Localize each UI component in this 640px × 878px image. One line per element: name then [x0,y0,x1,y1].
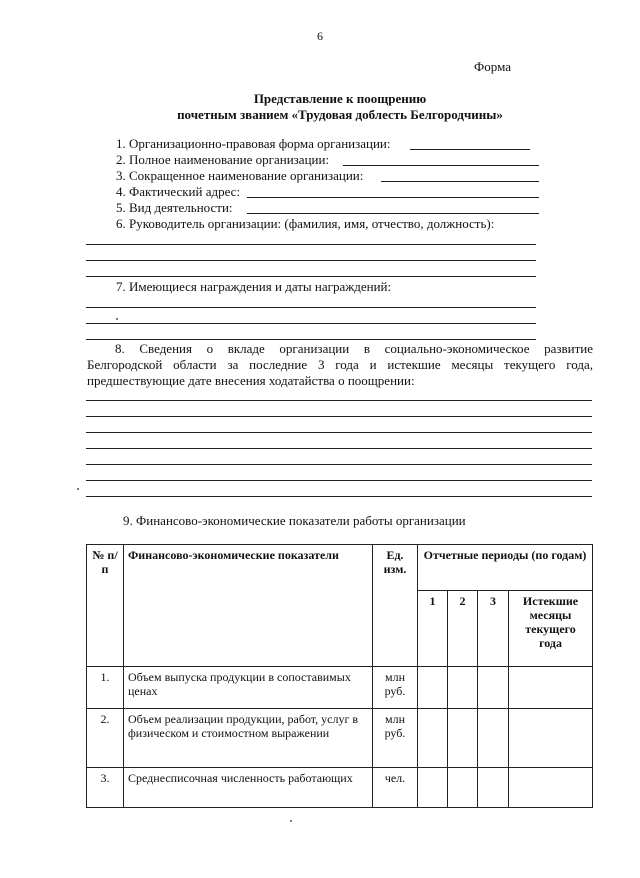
item-8-blank-line[interactable] [86,432,592,433]
header-indicator: Финансово-экономические показатели [124,545,373,667]
row-indicator: Среднесписочная численность работающих [124,768,373,808]
scan-speck [290,820,292,822]
item-9-heading: 9. Финансово-экономические показатели работы организации [123,513,466,528]
item-8-line-1: 8. Сведения о вкладе организации в социально-экономическое развитие [115,341,593,356]
row-year-1-cell[interactable] [418,709,448,768]
item-1-label: 1. Организационно-правовая форма организации: [116,136,391,151]
item-5-label: 5. Вид деятельности: [116,200,233,215]
row-year-3-cell[interactable] [478,667,509,709]
row-current-cell[interactable] [509,768,593,808]
item-6-blank-line[interactable] [86,276,536,277]
item-8-text [87,341,593,389]
header-num: № п/п [87,545,124,667]
item-7-blank-line[interactable] [86,307,536,308]
table-row [87,667,593,709]
page-number: 6 [317,29,323,43]
header-year-3: 3 [478,591,509,667]
item-8-blank-line[interactable] [86,464,592,465]
form-label: Форма [474,59,511,74]
item-7-blank-line[interactable] [86,339,536,340]
row-indicator: Объем выпуска продукции в сопоставимых ценах [124,667,373,709]
row-year-2-cell[interactable] [448,709,478,768]
header-year-2: 2 [448,591,478,667]
item-2-blank[interactable] [343,165,539,166]
row-current-cell[interactable] [509,667,593,709]
item-3-blank[interactable] [381,181,539,182]
item-5-blank[interactable] [247,213,539,214]
header-periods: Отчетные периоды (по годам) [418,545,593,591]
item-7-blank-line[interactable] [86,323,536,324]
item-6-label: 6. Руководитель организации: (фамилия, имя, отчество, должность): [116,216,495,231]
row-unit: млн руб. [373,709,418,768]
row-year-1-cell[interactable] [418,768,448,808]
header-current-months: Истекшие месяцы текущего года [509,591,593,667]
row-year-3-cell[interactable] [478,709,509,768]
row-unit: млн руб. [373,667,418,709]
item-4-label: 4. Фактический адрес: [116,184,241,199]
row-year-2-cell[interactable] [448,768,478,808]
row-indicator: Объем реализации продукции, работ, услуг в физическом и стоимостном выражении [124,709,373,768]
item-8-line-2: Белгородской области за последние 3 года и истекшие месяцы текущего года, [87,357,593,372]
row-num: 2. [87,709,124,768]
header-unit: Ед. изм. [373,545,418,667]
scan-speck [77,488,79,490]
row-unit: чел. [373,768,418,808]
item-8-blank-line[interactable] [86,480,592,481]
item-1-blank[interactable] [410,149,530,150]
item-8-blank-line[interactable] [86,448,592,449]
item-2-label: 2. Полное наименование организации: [116,152,330,167]
financial-indicators-table [86,544,593,808]
row-year-2-cell[interactable] [448,667,478,709]
table-row [87,709,593,768]
row-current-cell[interactable] [509,709,593,768]
item-8-blank-line[interactable] [86,416,592,417]
item-8-blank-line[interactable] [86,400,592,401]
row-num: 1. [87,667,124,709]
item-7-label: 7. Имеющиеся награждения и даты награждений: [116,279,392,294]
item-3-label: 3. Сокращенное наименование организации: [116,168,364,183]
item-8-blank-line[interactable] [86,496,592,497]
table-row [87,768,593,808]
item-6-blank-line[interactable] [86,260,536,261]
document-title-line-1: Представление к поощрению [253,91,427,106]
item-8-line-3: предшествующие дате внесения ходатайства о поощрении: [87,373,415,388]
item-4-blank[interactable] [247,197,539,198]
item-6-blank-line[interactable] [86,244,536,245]
row-year-3-cell[interactable] [478,768,509,808]
scan-speck [116,318,118,320]
row-year-1-cell[interactable] [418,667,448,709]
row-num: 3. [87,768,124,808]
document-title-line-2: почетным званием «Трудовая доблесть Белгородчины» [177,107,503,122]
header-year-1: 1 [418,591,448,667]
